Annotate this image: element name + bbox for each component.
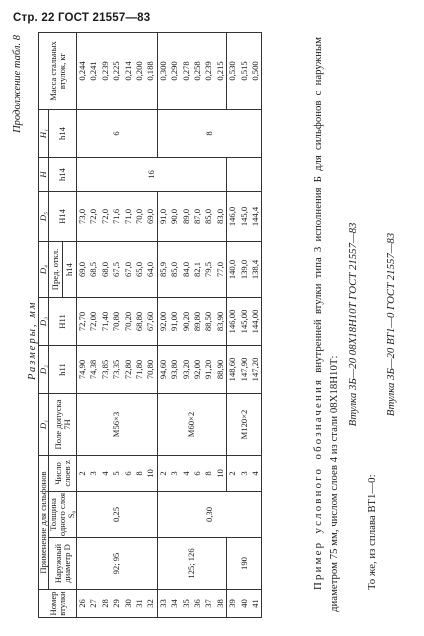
cell-massa-1: 0,244 0,241 0,239 0,225 0,214 0,200 0,188 [77,32,158,109]
header-d5: D₅ [39,191,49,241]
cell-massa-2: 0,300 0,290 0,278 0,258 0,239 0,215 [157,32,226,109]
cell-d2-3: 148,60 147,90 147,20 [227,345,262,393]
example-2: Втулка 3Б—20 ВТ1—0 ГОСТ 21557—83 [385,232,397,417]
rotated-table-block [10,33,414,618]
cell-h-3 [227,157,262,191]
cell-d4-1: 69,0 68,5 68,0 67,5 67,0 65,0 64,0 [77,241,158,297]
header-d2-tolerance: h11 [49,345,77,393]
cell-nums-1: 26 27 28 29 30 31 32 [77,590,158,618]
cell-diam-3: 190 [227,538,262,590]
cell-d4-3: 140,0 139,0 138,4 [227,241,262,297]
cell-d3-2: 92,00 91,00 90,20 89,80 88,50 83,90 [157,297,226,345]
dimensions-table [38,32,262,618]
cell-massa-3: 0,530 0,515 0,500 [227,32,262,109]
cell-diam-2: 125; 126 [157,538,226,590]
header-h: H [39,157,49,191]
header-massa: Масса стальных втулок, кг [39,32,77,109]
header-h-tolerance: h14 [49,157,77,191]
header-primenenie: Применение для сильфонов [39,455,49,589]
cell-d3-1: 72,70 72,00 71,40 70,80 70,20 68,80 67,60 [77,297,158,345]
cell-d1-1: M56×3 [77,393,158,455]
continuation-label: Продолжение табл. 8 [12,35,23,133]
cell-d3-3: 146,00 145,00 144,00 [227,297,262,345]
header-d3-tolerance: H11 [49,297,77,345]
header-d4-pred: Пред. откл. [49,241,63,297]
cell-diam-1: 92; 95 [77,538,158,590]
cell-chislo-3: 2 3 4 [227,455,262,491]
cell-tolsh-2: 0,30 [157,492,262,538]
designation-notes [310,37,402,612]
header-d3: D₃ [39,297,49,345]
header-h1-tolerance: h14 [49,109,77,157]
note-2: То же, из сплава ВТ1—0: [366,474,378,590]
cell-d2-1: 74,90 74,38 73,85 73,35 72,80 71,80 70,80 [77,345,158,393]
example-1: Втулка 3Б—20 08Х18Н10Т ГОСТ 21557—83 [347,222,359,427]
cell-h1-1: 6 [77,109,158,157]
cell-d1-3: M120×2 [227,393,262,455]
header-d4-tolerance: h14 [63,241,77,297]
header-d4: D₄ [39,241,49,297]
cell-d4-2: 85,9 85,0 84,0 82,1 79,5 77,0 [157,241,226,297]
sizes-caption: Размеры, мм [27,300,38,380]
header-tolsh: Толщина одного слоя S₀ [48,492,77,537]
cell-d5-1: 73,0 72,0 72,0 71,6 71,0 70,0 69,0 [77,191,158,241]
header-nomer: Номер втулки [39,590,77,618]
cell-nums-3: 39 40 41 [227,590,262,618]
cell-d5-3: 146,0 145,0 144,4 [227,191,262,241]
page-header: Стр. 22 ГОСТ 21557—83 [13,12,151,24]
note-paragraph [310,37,342,612]
cell-d1-2: M60×2 [157,393,226,455]
cell-d5-2: 91,0 90,0 89,0 87,0 85,0 83,0 [157,191,226,241]
header-h1: H₁ [39,109,49,157]
header-d5-tolerance: H14 [49,191,77,241]
note-text: внутренней втулки типа 3 исполнения Б для сильфонов с наружным диаметром 75 мм, числом слоев 4 из стали 08Х18Н10Т: [312,37,340,612]
header-diam: Наружный диаметр D [49,538,77,590]
cell-tolsh-1: 0,25 [77,492,158,538]
cell-chislo-2: 2 3 4 6 8 10 [157,455,226,491]
header-d1: D₁ [39,393,49,455]
cell-h1-2: 8 [157,109,262,157]
cell-h-1: 16 [77,157,227,191]
cell-nums-2: 33 34 35 36 37 38 [157,590,226,618]
cell-chislo-1: 2 3 4 5 6 8 10 [77,455,158,491]
note-lead: Пример условного обозначения [312,377,324,590]
header-d2: D₂ [39,345,49,393]
header-d1-tolerance: Поле допуска 7H [49,393,77,455]
table-row-group-1 [77,32,158,617]
cell-d2-2: 94,60 93,80 93,20 92,00 91,20 88,90 [157,345,226,393]
header-chislo: Число слоев z [49,455,77,491]
table-row-group-2 [157,32,226,617]
